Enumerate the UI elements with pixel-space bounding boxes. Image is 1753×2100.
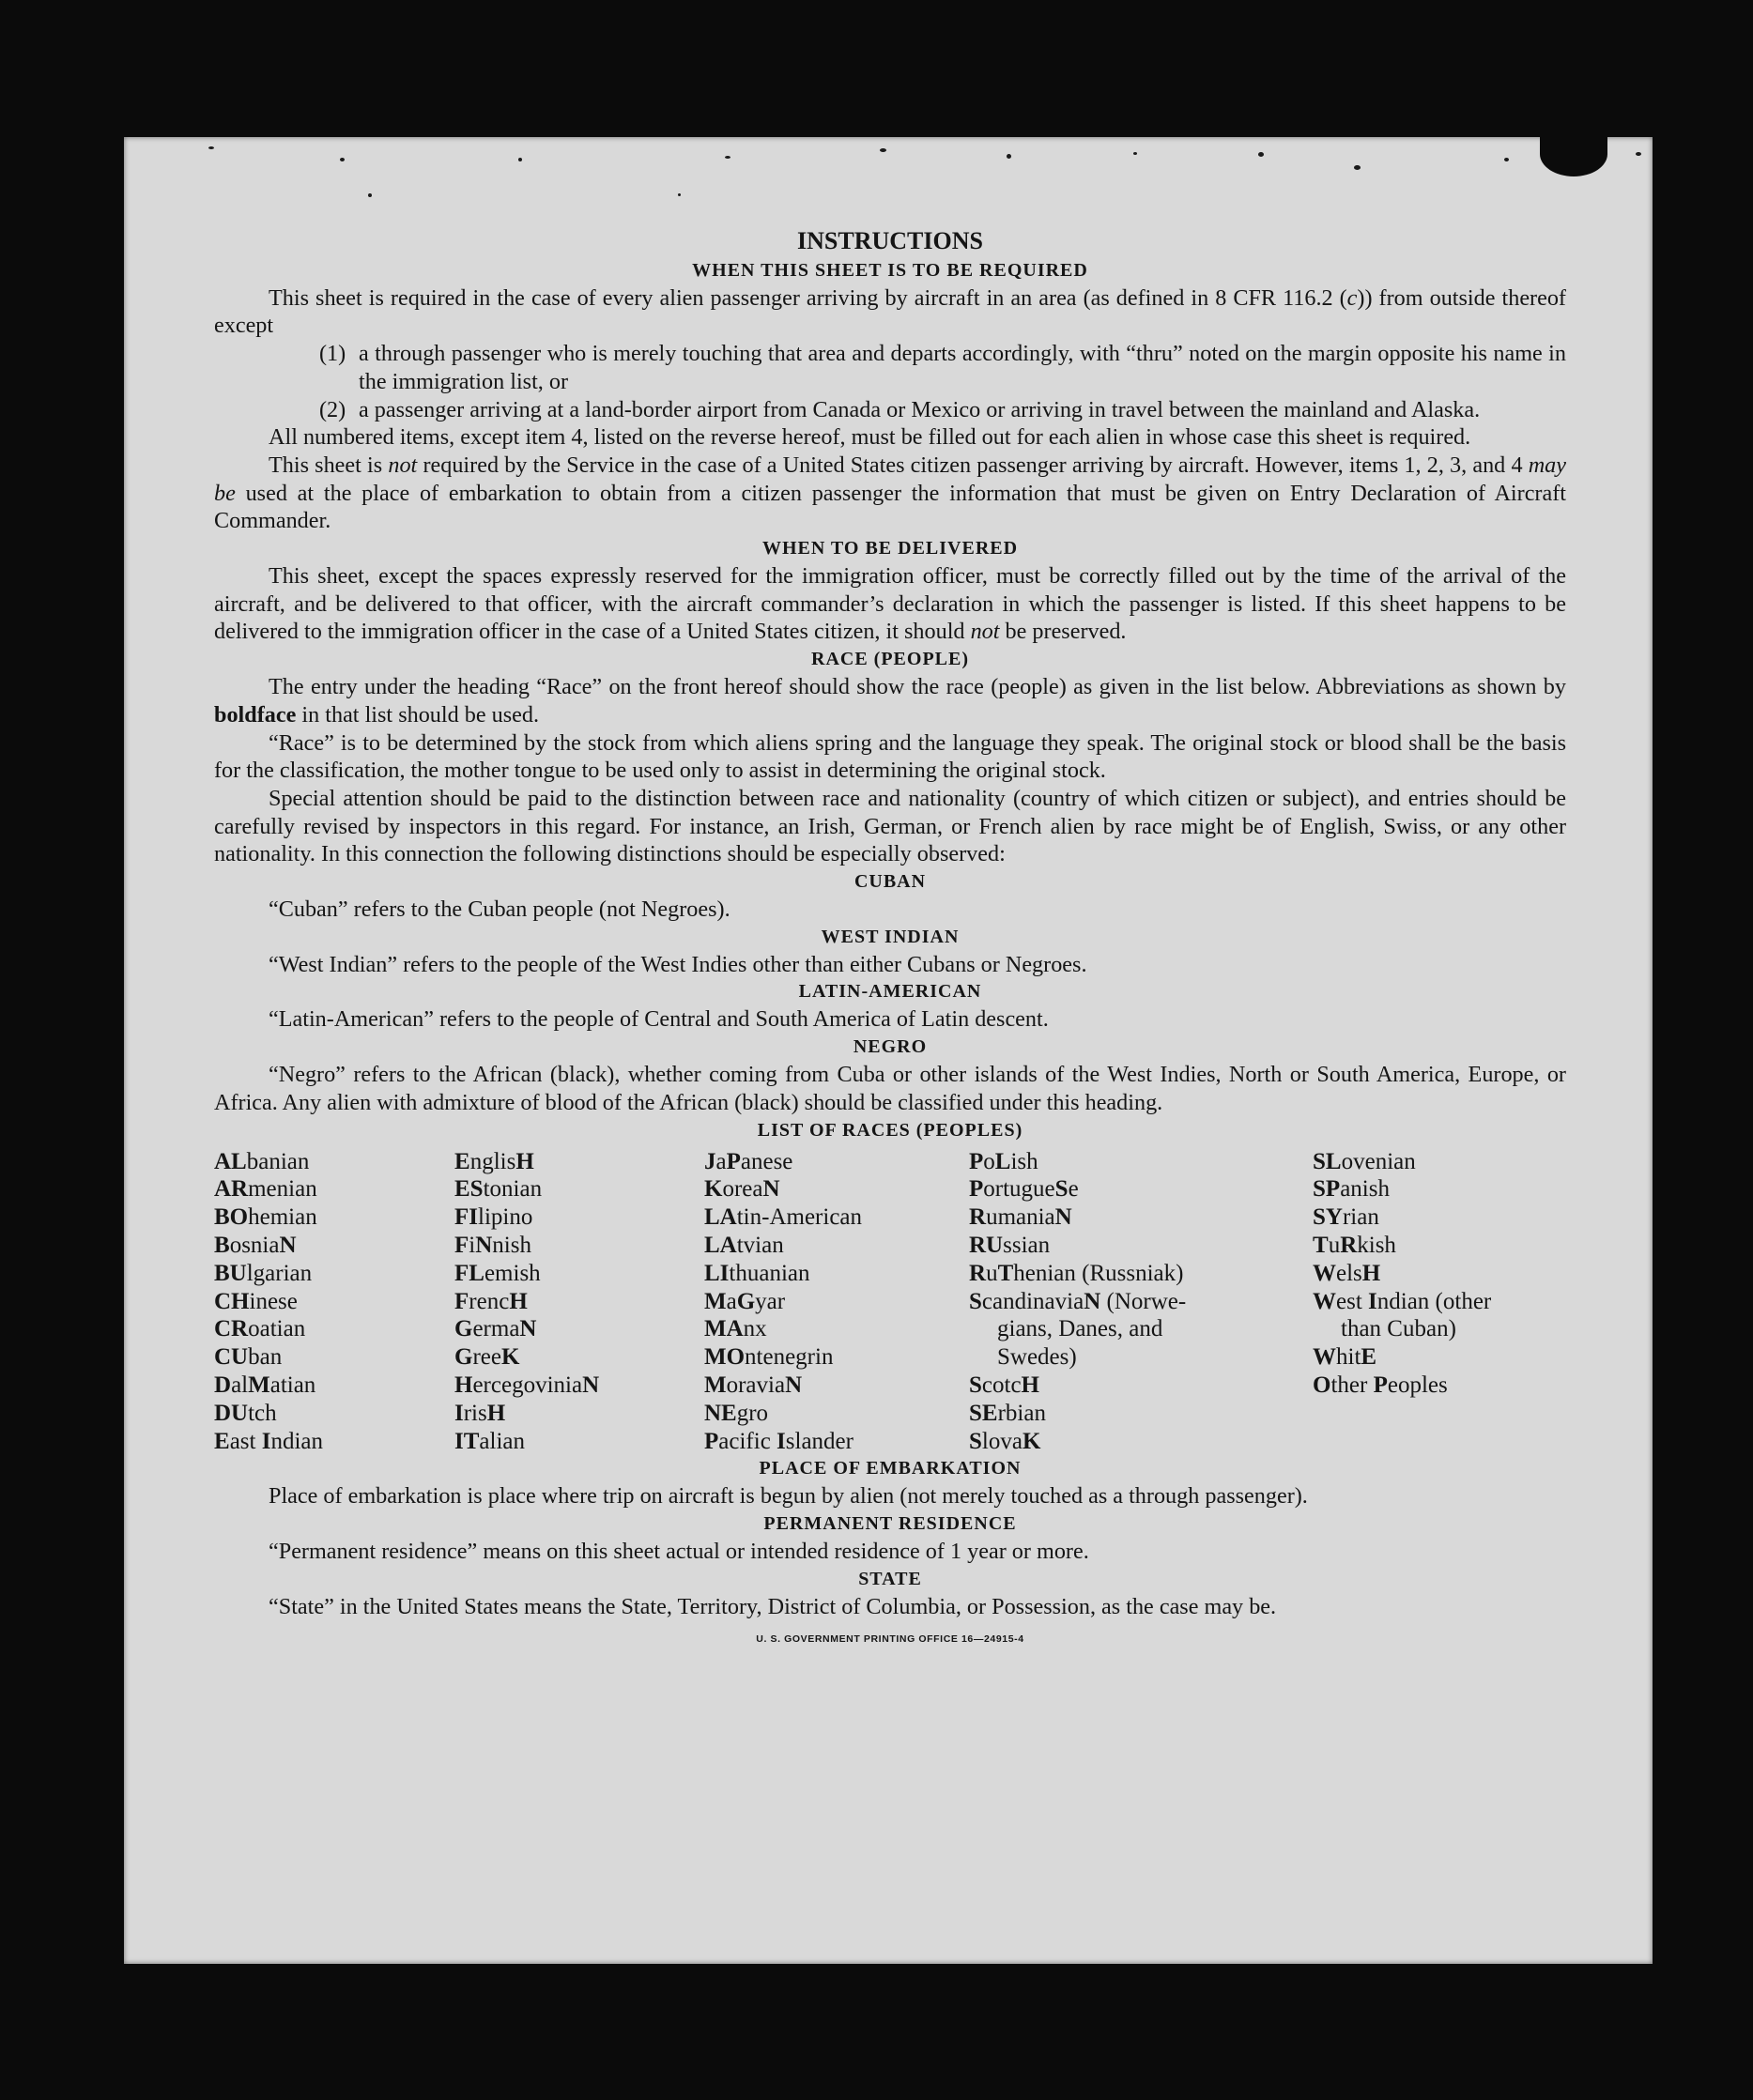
race-entry: Other Peoples <box>1313 1372 1448 1398</box>
paragraph-latin-american: “Latin-American” refers to the people of Central and South America of Latin descent. <box>269 1006 1049 1033</box>
speck-mark <box>678 193 681 196</box>
race-entry: HercegoviniaN <box>454 1372 600 1398</box>
race-entry: BUlgarian <box>214 1260 313 1286</box>
document-sheet <box>124 137 1653 1964</box>
speck-mark <box>725 156 730 159</box>
race-entry: RuThenian (Russniak) <box>969 1260 1184 1286</box>
race-entry: CRoatian <box>214 1316 306 1342</box>
heading-when-required: WHEN THIS SHEET IS TO BE REQUIRED <box>692 259 1088 281</box>
race-entry: RumaniaN <box>969 1204 1072 1231</box>
item-text: a through passenger who is merely touching that area and departs accordingly, with “thru” noted on the margin opposite his name in the immigration list, or <box>359 341 1566 394</box>
instructions-content <box>214 227 1566 1654</box>
paragraph-citizen: This sheet is not required by the Service in the case of a United States citizen passenger arriving by aircraft. However, items 1, 2, 3, and 4 may be used at the place of embarkation to obtain from a citizen passenger the information that must be given on Entry Declaration of Aircraft Commander. <box>214 452 1567 534</box>
race-entry: ScotcH <box>969 1372 1039 1398</box>
race-entry: than Cuban) <box>1341 1316 1456 1342</box>
heading-negro: NEGRO <box>853 1036 928 1058</box>
race-entry: East Indian <box>214 1428 323 1454</box>
speck-mark <box>1504 158 1509 161</box>
heading-cuban: CUBAN <box>853 871 927 893</box>
race-entry: NEgro <box>704 1400 769 1426</box>
paragraph-state: “State” in the United States means the State, Territory, District of Columbia, or Possession, as the case may be. <box>269 1593 1277 1619</box>
paragraph-race-entry: The entry under the heading “Race” on the front hereof should show the race (people) as given in the list below. Abbreviations as shown by boldface in that list should be used. <box>214 674 1566 728</box>
paragraph-cuban: “Cuban” refers to the Cuban people (not Negroes). <box>269 897 730 923</box>
exception-item-2 <box>214 396 1566 424</box>
race-entry: PoLish <box>969 1148 1038 1174</box>
race-entry: SLovenian <box>1313 1148 1416 1174</box>
race-entry: BOhemian <box>214 1204 317 1231</box>
heading-latin-american: LATIN-AMERICAN <box>798 981 982 1003</box>
race-entry: FIlipino <box>454 1204 533 1231</box>
race-entry: West Indian (other <box>1313 1288 1492 1314</box>
paragraph-delivery: This sheet, except the spaces expressly reserved for the immigration officer, must be correctly filled out by the time of the arrival of the aircraft, and be delivered to that officer, with the aircraft commander’s declaration in which the passenger is listed. If this sheet happens to be delivered to the immigration officer in the case of a United States citizen, it should not be preserved. <box>214 563 1566 645</box>
exception-item-1 <box>214 340 1566 395</box>
heading-state: STATE <box>858 1568 922 1589</box>
race-entry: SErbian <box>969 1400 1046 1426</box>
printing-office-footer: U. S. GOVERNMENT PRINTING OFFICE 16—24915-4 <box>756 1633 1024 1646</box>
speck-mark <box>1007 154 1011 159</box>
race-entry: WhitE <box>1313 1344 1377 1371</box>
paragraph-race-definition: “Race” is to be determined by the stock from which aliens spring and the language they speak. The original stock or blood shall be the basis for the classification, the mother tongue to be used only to assist in determining the original stock. <box>214 729 1566 784</box>
race-column <box>1313 1148 1553 1456</box>
item-number: (1) <box>319 341 346 367</box>
race-entry: ITalian <box>454 1428 525 1454</box>
race-entry: KoreaN <box>704 1176 780 1203</box>
heading-west-indian: WEST INDIAN <box>821 926 960 947</box>
race-entry: MaGyar <box>704 1288 786 1314</box>
race-entry: DalMatian <box>214 1372 316 1398</box>
race-list <box>214 1148 1566 1456</box>
page-title: INSTRUCTIONS <box>797 227 983 254</box>
speck-mark <box>880 148 886 152</box>
race-entry: JaPanese <box>704 1148 793 1174</box>
race-entry: SPanish <box>1313 1176 1390 1203</box>
race-entry: FLemish <box>454 1260 541 1286</box>
paragraph-place-of-embarkation: Place of embarkation is place where trip on aircraft is begun by alien (not merely touched as a through passenger). <box>269 1483 1308 1510</box>
race-entry: WelsH <box>1313 1260 1381 1286</box>
speck-mark <box>1354 165 1361 170</box>
race-entry: ALbanian <box>214 1148 310 1174</box>
race-entry: TuRkish <box>1313 1232 1396 1258</box>
speck-mark <box>518 158 522 161</box>
race-entry: MoraviaN <box>704 1372 803 1398</box>
speck-mark <box>340 158 345 161</box>
race-column <box>214 1148 454 1456</box>
heading-list-of-races: LIST OF RACES (PEOPLES) <box>757 1119 1023 1141</box>
race-entry: SYrian <box>1313 1204 1379 1231</box>
race-entry: ScandinaviaN (Norwe- <box>969 1288 1187 1314</box>
race-entry: LIthuanian <box>704 1260 810 1286</box>
race-entry: LAtvian <box>704 1232 784 1258</box>
heading-when-delivered: WHEN TO BE DELIVERED <box>761 538 1019 559</box>
race-column <box>969 1148 1238 1456</box>
speck-mark <box>1133 152 1137 155</box>
race-entry: MAnx <box>704 1316 767 1342</box>
race-entry: SlovaK <box>969 1428 1041 1454</box>
paragraph-negro: “Negro” refers to the African (black), whether coming from Cuba or other islands of the West Indies, North or South America, Europe, or Africa. Any alien with admixture of blood of the African (black) should be classified under this heading. <box>214 1062 1566 1115</box>
paragraph-west-indian: “West Indian” refers to the people of the West Indies other than either Cubans or Negroes. <box>269 951 1087 977</box>
paragraph-required-intro: This sheet is required in the case of every alien passenger arriving by aircraft in an area (as defined in 8 CFR 116.2 (c)) from outside thereof except <box>214 284 1566 339</box>
race-entry: Pacific Islander <box>704 1428 853 1454</box>
race-entry: IrisH <box>454 1400 506 1426</box>
heading-permanent-residence: PERMANENT RESIDENCE <box>763 1513 1017 1535</box>
paragraph-numbered-items: All numbered items, except item 4, listed on the reverse hereof, must be filled out for each alien in whose case this sheet is required. <box>269 424 1471 451</box>
race-column <box>454 1148 704 1456</box>
race-entry: FrencH <box>454 1288 528 1314</box>
race-entry: EStonian <box>454 1176 543 1203</box>
speck-mark <box>208 146 214 149</box>
paragraph-race-nationality: Special attention should be paid to the distinction between race and nationality (country of which citizen or subject), and entries should be carefully revised by inspectors in this regard. For instance, an Irish, German, or French alien by race might be of English, Swiss, or any other nationality. In this connection the following distinctions should be especially observed: <box>214 785 1566 867</box>
race-entry: gians, Danes, and <box>997 1316 1163 1342</box>
race-entry: ARmenian <box>214 1176 317 1203</box>
race-entry: CHinese <box>214 1288 298 1314</box>
item-number: (2) <box>319 396 346 422</box>
race-entry: RUssian <box>969 1232 1051 1258</box>
item-text: a passenger arriving at a land-border airport from Canada or Mexico or arriving in travel between the mainland and Alaska. <box>359 396 1481 422</box>
paragraph-permanent-residence: “Permanent residence” means on this sheet actual or intended residence of 1 year or more. <box>269 1539 1089 1565</box>
torn-corner <box>1540 131 1607 176</box>
race-entry: Swedes) <box>997 1344 1077 1371</box>
race-entry: FiNnish <box>454 1232 531 1258</box>
speck-mark <box>1636 152 1641 156</box>
race-entry: CUban <box>214 1344 283 1371</box>
race-entry: GreeK <box>454 1344 520 1371</box>
heading-race: RACE (PEOPLE) <box>811 649 969 670</box>
speck-mark <box>1258 152 1264 157</box>
race-entry: LAtin-American <box>704 1204 863 1231</box>
race-entry: EnglisH <box>454 1148 534 1174</box>
speck-mark <box>368 193 372 197</box>
race-entry: DUtch <box>214 1400 277 1426</box>
race-entry: MOntenegrin <box>704 1344 834 1371</box>
heading-place-of-embarkation: PLACE OF EMBARKATION <box>759 1458 1022 1479</box>
race-column <box>704 1148 969 1456</box>
race-entry: PortugueSe <box>969 1176 1079 1203</box>
race-entry: BosniaN <box>214 1232 297 1258</box>
race-entry: GermaN <box>454 1316 537 1342</box>
